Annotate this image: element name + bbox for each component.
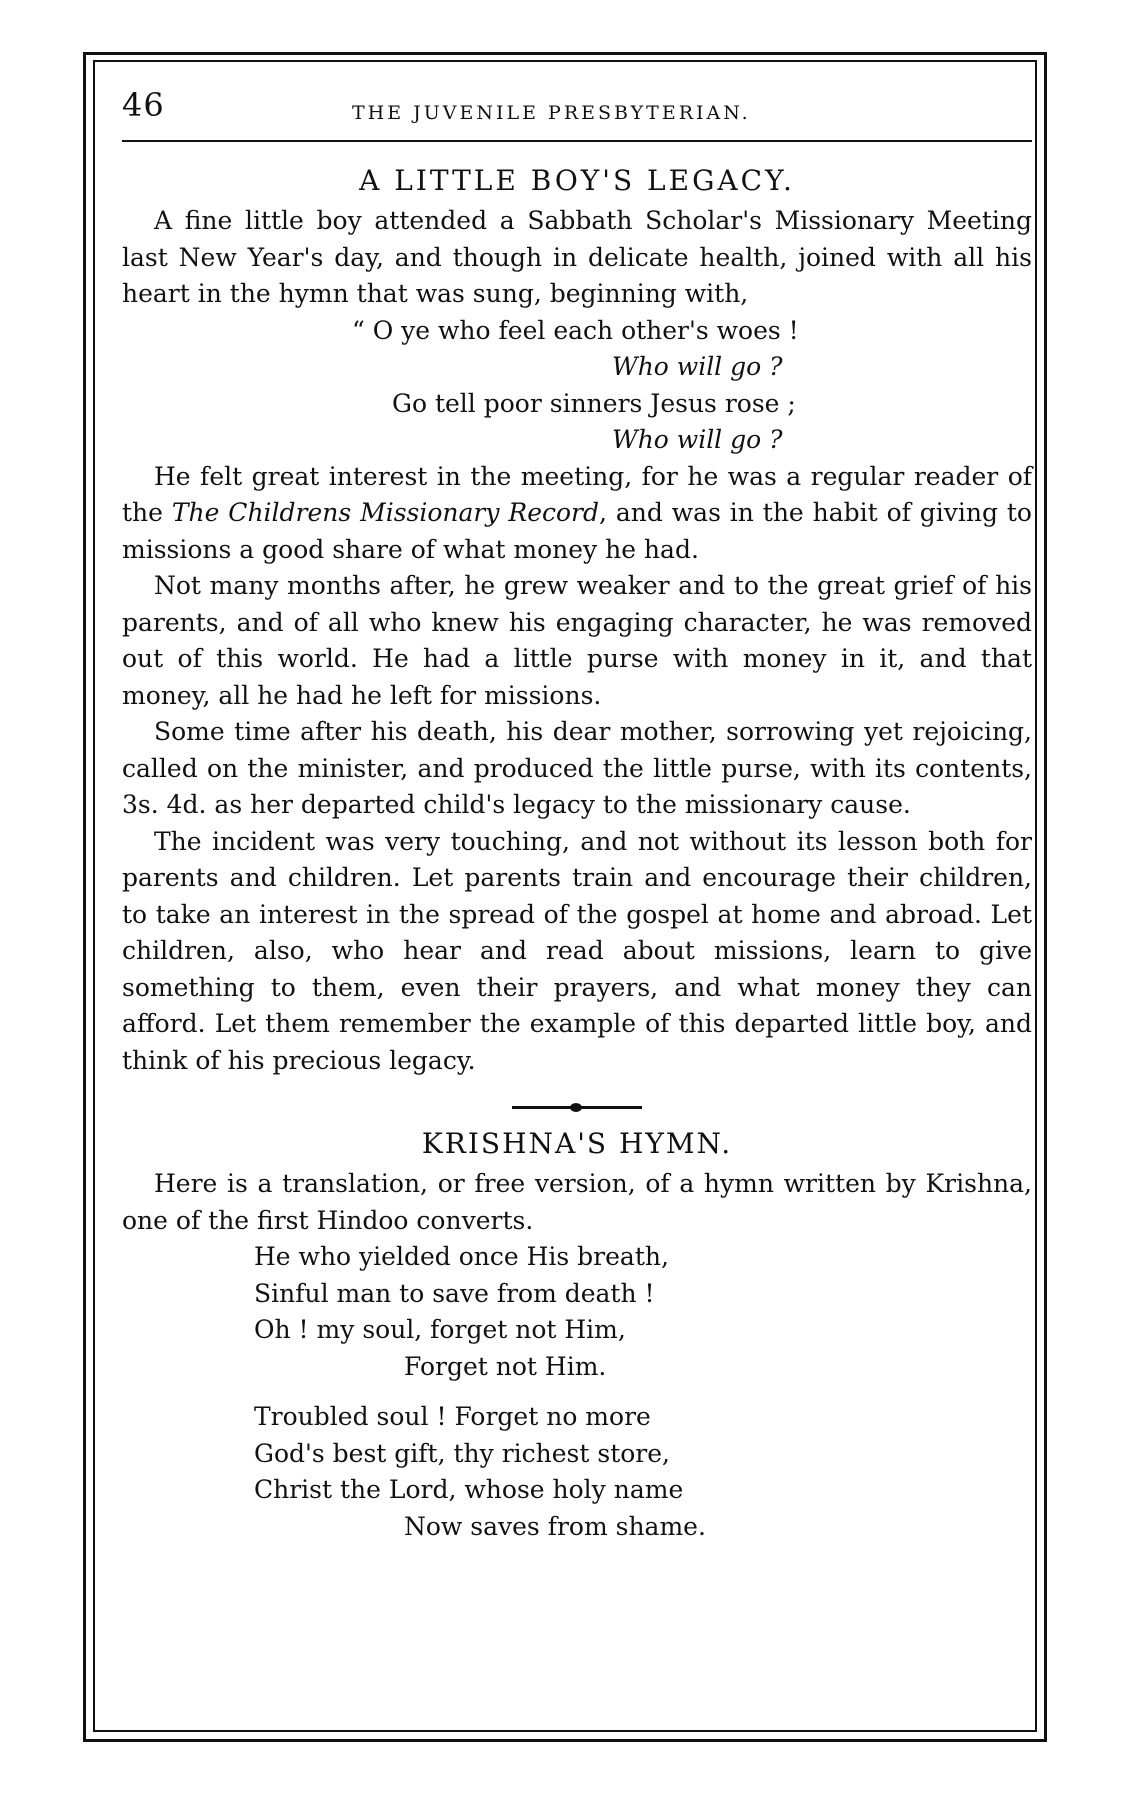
verse-refrain: Who will go ? bbox=[612, 425, 783, 454]
paragraph: Here is a translation, or free version, of a hymn written by Krishna, one of the first Hindoo converts. bbox=[122, 1169, 1032, 1235]
verse-line: Troubled soul ! Forget no more bbox=[254, 1402, 651, 1431]
verse-line: God's best gift, thy richest store, bbox=[254, 1438, 670, 1468]
paragraph-text: , and was in the habit of giving to missions a good share of what money he had. bbox=[122, 498, 1032, 564]
hymn-stanza-2 bbox=[122, 1399, 1032, 1545]
verse-line: He who yielded once His breath, bbox=[254, 1242, 669, 1271]
page-content bbox=[122, 80, 1032, 1545]
verse-line: Now saves from shame. bbox=[404, 1511, 706, 1541]
divider-dot bbox=[570, 1103, 582, 1112]
article-little-boys-legacy bbox=[122, 164, 1032, 1079]
article-title: A LITTLE BOY'S LEGACY. bbox=[359, 164, 795, 197]
paragraph: Some time after his death, his dear mother, sorrowing yet rejoicing, called on the minister, and produced the little purse, with its contents, 3s. 4d. as her departed child's legacy to the missionary cause. bbox=[122, 717, 1032, 819]
paragraph bbox=[122, 459, 1032, 569]
record-title: The Childrens Missionary Record bbox=[171, 498, 600, 527]
running-title: THE JUVENILE PRESBYTERIAN. bbox=[352, 102, 751, 124]
article-title: KRISHNA'S HYMN. bbox=[421, 1127, 733, 1160]
hymn-quote bbox=[122, 313, 1032, 459]
hymn-stanza-1 bbox=[122, 1239, 1032, 1385]
stanza-gap bbox=[122, 1385, 1032, 1399]
verse-line: Forget not Him. bbox=[404, 1351, 607, 1381]
verse-line: Sinful man to save from death ! bbox=[254, 1278, 655, 1308]
verse-line: Oh ! my soul, forget not Him, bbox=[254, 1315, 626, 1344]
page-header bbox=[122, 80, 1032, 142]
paragraph: The incident was very touching, and not without its lesson both for parents and children. Let parents train and encourage their children, to take an interest in the spread of the gospel at home and abroad. Let children, also, who hear and read about missions, learn to give something to them, even their prayers, and what money they can afford. Let them remember the example of this departed little boy, and think of his precious legacy. bbox=[122, 826, 1032, 1075]
paragraph: A fine little boy attended a Sabbath Scholar's Missionary Meeting last New Year's day, and though in delicate health, joined with all his heart in the hymn that was sung, beginning with, bbox=[122, 206, 1032, 308]
paragraph-text: He felt great interest in the meeting, for he was a regular reader of the bbox=[122, 461, 1032, 527]
verse-line: Go tell poor sinners Jesus rose ; bbox=[392, 388, 796, 418]
page-number: 46 bbox=[122, 86, 165, 124]
verse-refrain: Who will go ? bbox=[612, 352, 783, 381]
paragraph: Not many months after, he grew weaker and to the great grief of his parents, and of all who knew his engaging character, he was removed out of this world. He had a little purse with money in it, and that money, all he had he left for missions. bbox=[122, 571, 1032, 710]
verse-line: “ O ye who feel each other's woes ! bbox=[352, 315, 799, 345]
article-krishnas-hymn bbox=[122, 1127, 1032, 1545]
verse-line: Christ the Lord, whose holy name bbox=[254, 1475, 684, 1504]
section-divider-ornament bbox=[512, 1103, 642, 1111]
